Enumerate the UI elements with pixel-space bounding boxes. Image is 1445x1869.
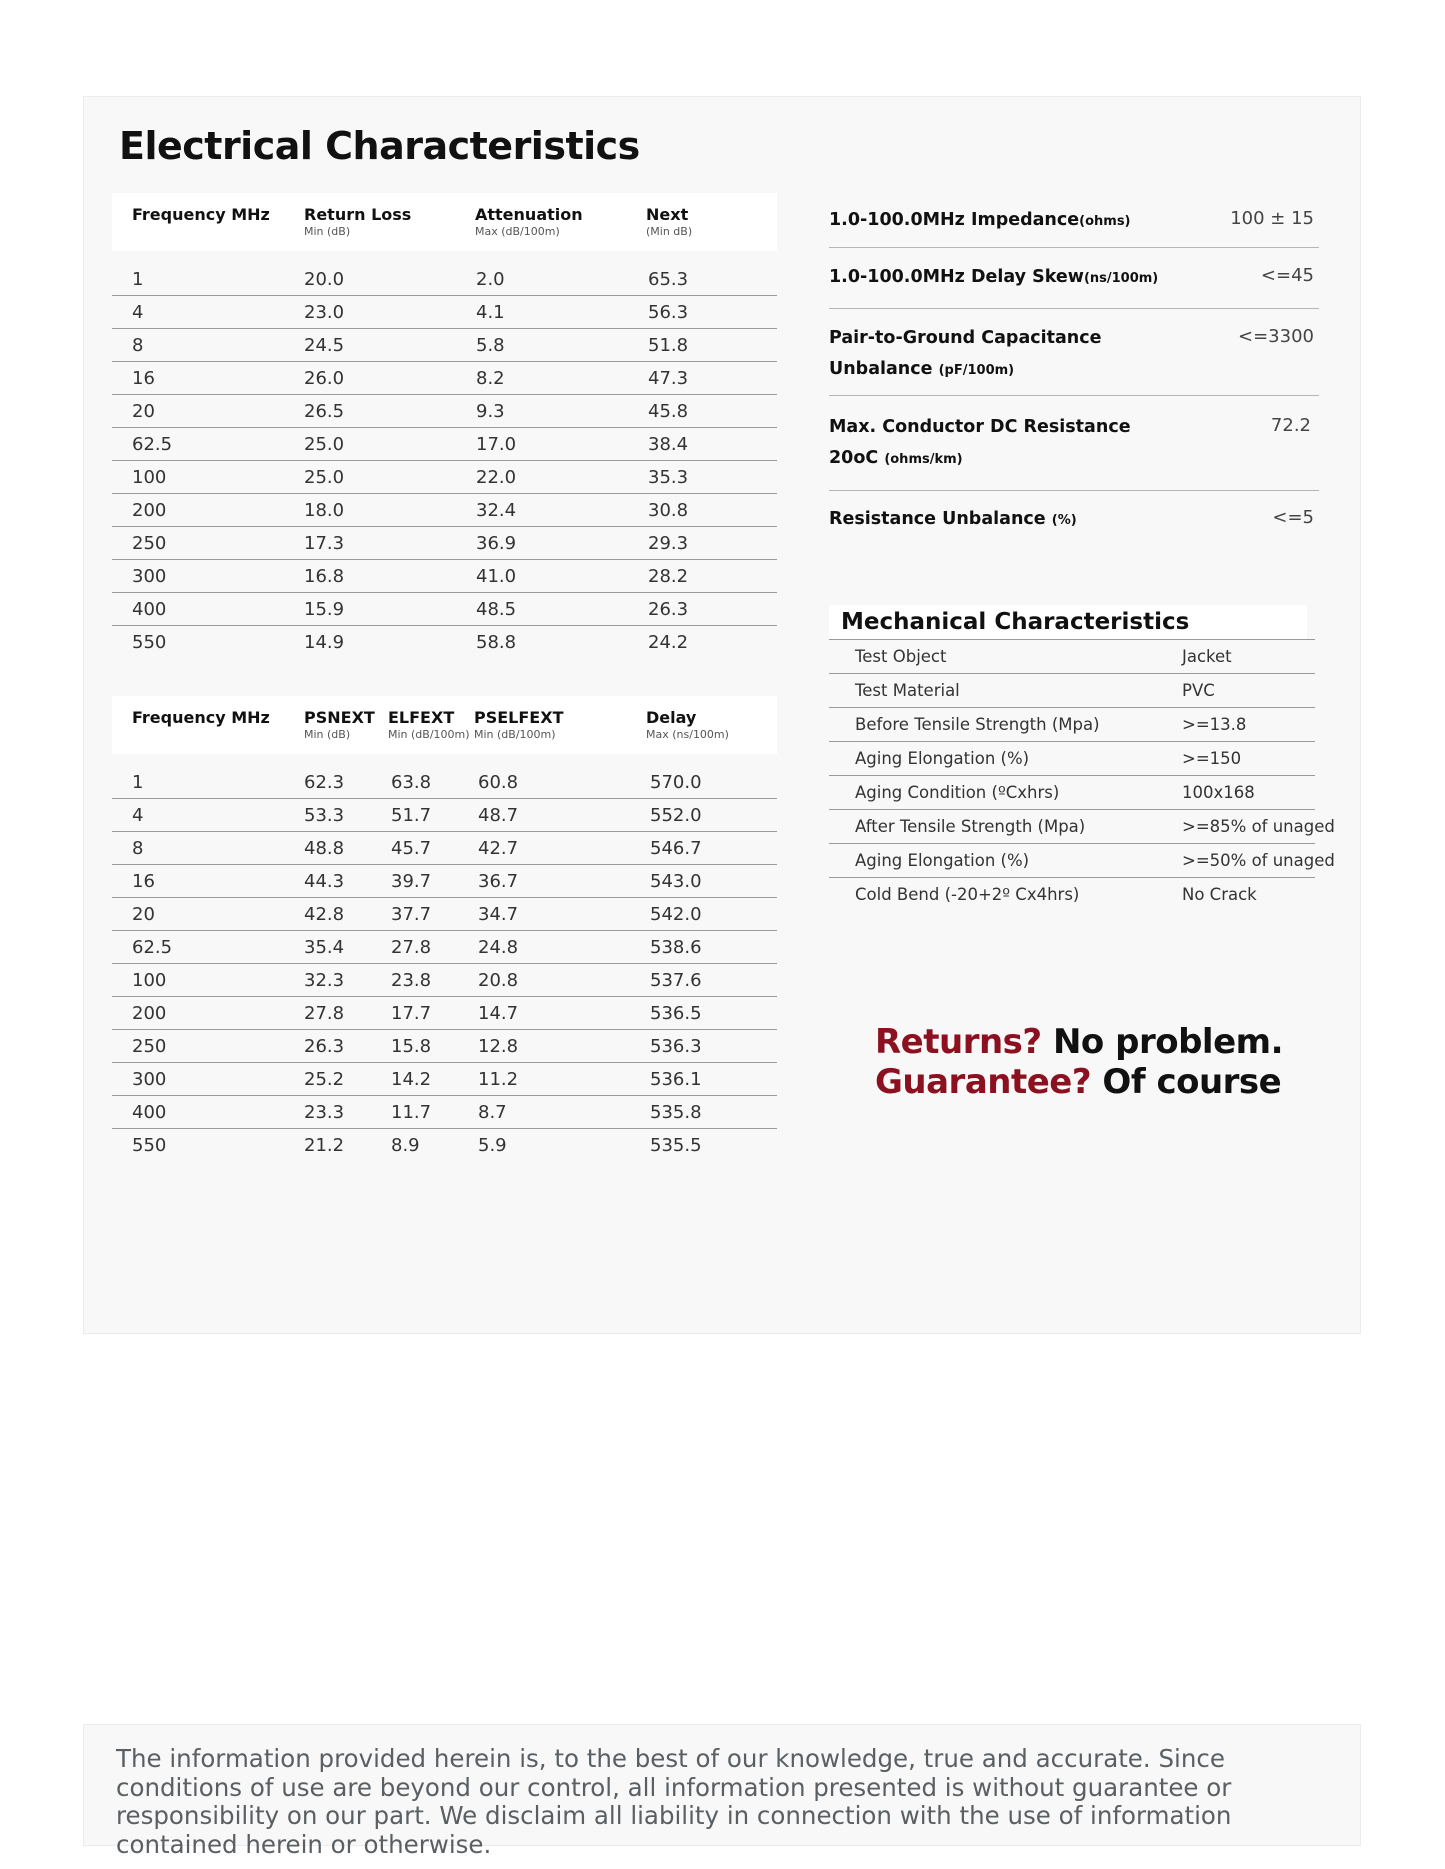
table-cell: 5.9 [478,1135,507,1156]
mechanical-row [829,742,1315,776]
table-cell: 29.3 [648,533,689,554]
table-cell: 38.4 [648,434,689,455]
mechanical-value: >=50% of unaged [1182,851,1335,870]
table-cell: 100 [132,467,167,488]
table-cell: 100 [132,970,167,991]
spec-row-impedance [829,195,1319,248]
header-psnext: PSNEXT Min (dB) [304,708,375,741]
table-cell: 23.0 [304,302,345,323]
table-cell: 48.5 [476,599,517,620]
spec-value: <=3300 [1238,326,1314,347]
table-row [112,1096,777,1129]
table-cell: 552.0 [650,805,702,826]
table-row [112,362,777,395]
table-cell: 35.4 [304,937,345,958]
table-row [112,461,777,494]
header-frequency: Frequency MHz [132,708,270,727]
table-row [112,1129,777,1161]
table-cell: 36.7 [478,871,519,892]
table-cell: 542.0 [650,904,702,925]
spec-value: 100 ± 15 [1230,208,1314,229]
table-cell: 42.7 [478,838,519,859]
table-cell: 8 [132,838,144,859]
table-row [112,296,777,329]
table-cell: 538.6 [650,937,702,958]
table-cell: 26.3 [648,599,689,620]
header-frequency: Frequency MHz [132,205,270,224]
table-row [112,964,777,997]
mechanical-label: Before Tensile Strength (Mpa) [855,715,1100,734]
table-cell: 62.5 [132,937,173,958]
table-cell: 27.8 [391,937,432,958]
table-cell: 47.3 [648,368,689,389]
table-cell: 34.7 [478,904,519,925]
table-cell: 1 [132,772,144,793]
table-cell: 11.7 [391,1102,432,1123]
mechanical-value: PVC [1182,681,1215,700]
table-cell: 16 [132,871,155,892]
table-cell: 24.5 [304,335,345,356]
table-cell: 62.5 [132,434,173,455]
mechanical-row [829,776,1315,810]
mechanical-row [829,639,1315,674]
mechanical-value: >=13.8 [1182,715,1247,734]
table-cell: 300 [132,566,167,587]
table-cell: 200 [132,1003,167,1024]
spec-value: <=45 [1260,265,1314,286]
table-cell: 62.3 [304,772,345,793]
table-cell: 14.9 [304,632,345,653]
table-cell: 20.0 [304,269,345,290]
table-cell: 8.9 [391,1135,420,1156]
table-cell: 30.8 [648,500,689,521]
table-cell: 22.0 [476,467,517,488]
table-cell: 8 [132,335,144,356]
header-return-loss: Return Loss Min (dB) [304,205,412,238]
table-cell: 15.9 [304,599,345,620]
table-row [112,832,777,865]
table-cell: 27.8 [304,1003,345,1024]
table-cell: 550 [132,632,167,653]
table-row [112,1030,777,1063]
table-cell: 25.0 [304,467,345,488]
mechanical-value: >=150 [1182,749,1242,768]
table-cell: 18.0 [304,500,345,521]
table-cell: 17.7 [391,1003,432,1024]
table-cell: 35.3 [648,467,689,488]
spec-value: <=5 [1272,507,1314,528]
table-body [112,766,777,1161]
mechanical-label: Aging Condition (ºCxhrs) [855,783,1060,802]
table-row [112,329,777,362]
table-row [112,527,777,560]
table-cell: 63.8 [391,772,432,793]
table-cell: 537.6 [650,970,702,991]
table-cell: 48.7 [478,805,519,826]
table-cell: 17.3 [304,533,345,554]
table-cell: 20 [132,401,155,422]
table-cell: 51.7 [391,805,432,826]
table-cell: 8.7 [478,1102,507,1123]
mechanical-label: Aging Elongation (%) [855,749,1030,768]
table-row [112,593,777,626]
table-cell: 20.8 [478,970,519,991]
spec-value: 72.2 [1270,415,1311,436]
table-cell: 16 [132,368,155,389]
table-cell: 300 [132,1069,167,1090]
table-row [112,865,777,898]
spec-row-resistance-unbalance [829,491,1319,551]
table-cell: 250 [132,533,167,554]
table-cell: 4 [132,805,144,826]
returns-guarantee-banner [875,1022,1283,1102]
table-cell: 400 [132,599,167,620]
electrical-spec-list [829,195,1319,551]
guarantee-answer: Of course [1091,1062,1282,1102]
table-cell: 23.8 [391,970,432,991]
mechanical-label: Test Material [855,681,960,700]
spec-row-capacitance-unbalance [829,309,1319,396]
table-header [112,193,777,251]
mechanical-row [829,878,1315,911]
table-cell: 45.7 [391,838,432,859]
table-row [112,395,777,428]
table-header [112,696,777,754]
mechanical-title: Mechanical Characteristics [829,605,1307,639]
page-title: Electrical Characteristics [119,124,640,168]
spec-label: Pair-to-Ground Capacitance Unbalance (pF/100m) [829,328,1102,379]
table-cell: 53.3 [304,805,345,826]
table-cell: 2.0 [476,269,505,290]
table-cell: 536.1 [650,1069,702,1090]
table-cell: 25.2 [304,1069,345,1090]
table-cell: 39.7 [391,871,432,892]
table-cell: 8.2 [476,368,505,389]
table-cell: 24.8 [478,937,519,958]
header-next: Next (Min dB) [646,205,693,238]
table-row [112,931,777,964]
spec-row-delay-skew [829,248,1319,309]
table-cell: 536.3 [650,1036,702,1057]
returns-answer: No problem. [1041,1022,1283,1062]
table-cell: 41.0 [476,566,517,587]
table-cell: 60.8 [478,772,519,793]
table-cell: 1 [132,269,144,290]
header-delay: Delay Max (ns/100m) [646,708,729,741]
table-cell: 23.3 [304,1102,345,1123]
header-attenuation: Attenuation Max (dB/100m) [475,205,583,238]
mechanical-row [829,708,1315,742]
table-cell: 14.2 [391,1069,432,1090]
table-cell: 48.8 [304,838,345,859]
mechanical-value: >=85% of unaged [1182,817,1335,836]
mechanical-row [829,844,1335,878]
table-cell: 58.8 [476,632,517,653]
header-pselfext: PSELFEXT Min (dB/100m) [474,708,564,741]
table-row [112,898,777,931]
table-cell: 536.5 [650,1003,702,1024]
table-row [112,428,777,461]
mechanical-label: Aging Elongation (%) [855,851,1030,870]
table-cell: 12.8 [478,1036,519,1057]
table-cell: 16.8 [304,566,345,587]
table-cell: 21.2 [304,1135,345,1156]
mechanical-table [829,639,1335,911]
spec-label: Resistance Unbalance (%) [829,509,1077,529]
table-cell: 42.8 [304,904,345,925]
spec-label: Max. Conductor DC Resistance 20oC (ohms/km) [829,417,1131,468]
spec-row-dc-resistance [829,396,1319,491]
guarantee-question: Guarantee? [875,1062,1092,1102]
table-row [112,626,777,658]
table-cell: 250 [132,1036,167,1057]
disclaimer-box [83,1724,1361,1859]
mechanical-row [829,810,1335,844]
mechanical-row [829,674,1315,708]
table-cell: 37.7 [391,904,432,925]
table-cell: 26.5 [304,401,345,422]
table-row [112,799,777,832]
table-cell: 14.7 [478,1003,519,1024]
table-row [112,997,777,1030]
spec-label: 1.0-100.0MHz Impedance(ohms) [829,210,1131,230]
mechanical-section [829,605,1335,911]
electrical-table-2 [112,696,777,1161]
mechanical-value: Jacket [1182,647,1232,666]
table-cell: 44.3 [304,871,345,892]
table-cell: 32.4 [476,500,517,521]
table-cell: 56.3 [648,302,689,323]
table-cell: 17.0 [476,434,517,455]
table-cell: 26.3 [304,1036,345,1057]
table-cell: 11.2 [478,1069,519,1090]
disclaimer-text: The information provided herein is, to the best of our knowledge, true and accurate. Since conditions of use are beyond our control, all information presented is without guarantee or responsibility on our part. We disclaim all liability in connection with the use of information contained herein or otherwise. [116,1744,1232,1859]
table-cell: 4.1 [476,302,505,323]
mechanical-value: 100x168 [1182,783,1255,802]
table-row [112,263,777,296]
table-row [112,494,777,527]
table-cell: 546.7 [650,838,702,859]
table-cell: 24.2 [648,632,689,653]
table-cell: 36.9 [476,533,517,554]
table-cell: 200 [132,500,167,521]
table-cell: 25.0 [304,434,345,455]
table-cell: 15.8 [391,1036,432,1057]
table-cell: 9.3 [476,401,505,422]
returns-question: Returns? [875,1022,1042,1062]
table-cell: 26.0 [304,368,345,389]
table-cell: 5.8 [476,335,505,356]
table-cell: 51.8 [648,335,689,356]
mechanical-label: Cold Bend (-20+2º Cx4hrs) [855,885,1080,904]
mechanical-value: No Crack [1182,885,1257,904]
table-cell: 32.3 [304,970,345,991]
table-cell: 543.0 [650,871,702,892]
table-cell: 570.0 [650,772,702,793]
spec-label: 1.0-100.0MHz Delay Skew(ns/100m) [829,267,1159,287]
table-cell: 20 [132,904,155,925]
table-cell: 550 [132,1135,167,1156]
table-body [112,263,777,658]
table-cell: 400 [132,1102,167,1123]
table-row [112,560,777,593]
table-cell: 28.2 [648,566,689,587]
table-cell: 65.3 [648,269,689,290]
table-cell: 45.8 [648,401,689,422]
table-cell: 4 [132,302,144,323]
electrical-table-1 [112,193,777,658]
header-elfext: ELFEXT Min (dB/100m) [388,708,470,741]
mechanical-label: After Tensile Strength (Mpa) [855,817,1086,836]
table-cell: 535.5 [650,1135,702,1156]
table-row [112,1063,777,1096]
table-cell: 535.8 [650,1102,702,1123]
mechanical-label: Test Object [855,647,947,666]
table-row [112,766,777,799]
